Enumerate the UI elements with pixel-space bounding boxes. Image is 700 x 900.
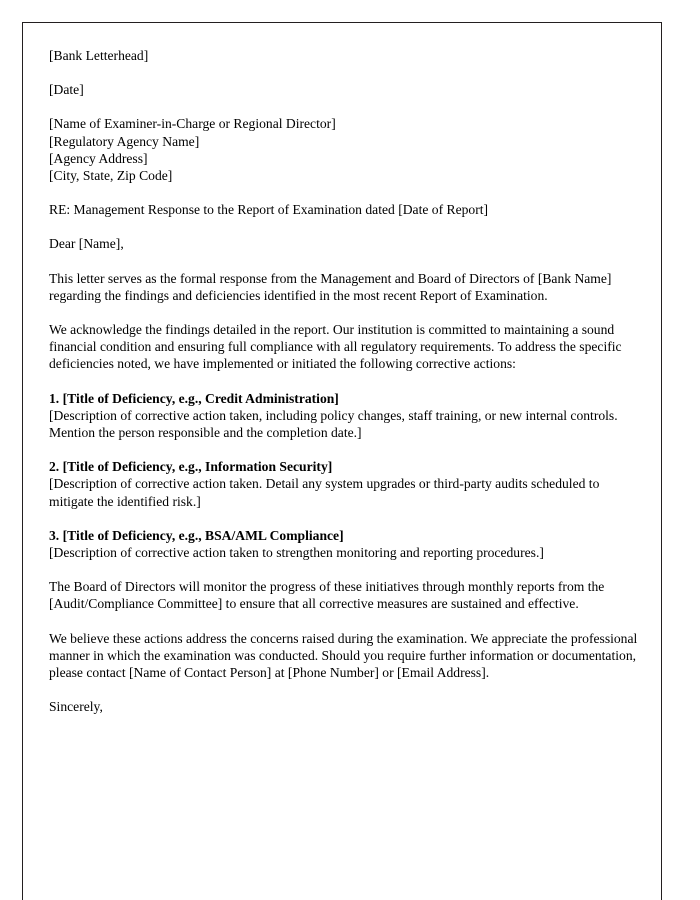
recipient-agency-line: [Regulatory Agency Name] xyxy=(49,133,200,149)
recipient-city-state-zip-line: [City, State, Zip Code] xyxy=(49,168,173,184)
signoff: Sincerely, xyxy=(49,699,103,715)
deficiency-description: [Description of corrective action taken. Detail any system upgrades or third-party audits scheduled to mitigate the identified risk.] xyxy=(49,476,600,509)
bank-letterhead-placeholder: [Bank Letterhead] xyxy=(49,48,149,63)
letter-date-placeholder: [Date] xyxy=(49,82,84,98)
monitoring-paragraph: The Board of Directors will monitor the progress of these initiatives through monthly reports from the [Audit/Compliance Committee] to ensure that all corrective measures are sustained and effective. xyxy=(49,579,605,612)
deficiency-description: [Description of corrective action taken to strengthen monitoring and reporting procedures.] xyxy=(49,545,544,561)
acknowledgement-paragraph: We acknowledge the findings detailed in the report. Our institution is committed to maintaining a sound financial condition and ensuring full compliance with all regulatory requirements. To address the specific deficiencies noted, we have implemented or initiated the following corrective actions: xyxy=(49,322,622,372)
closing-paragraph: We believe these actions address the concerns raised during the examination. We appreciate the professional manner in which the examination was conducted. Should you require further information or documentation, please contact [Name of Contact Person] at [Phone Number] or [Email Address]. xyxy=(49,630,638,681)
deficiency-item xyxy=(49,458,639,510)
recipient-address-line: [Agency Address] xyxy=(49,150,148,166)
salutation: Dear [Name], xyxy=(49,236,124,252)
subject-line: RE: Management Response to the Report of Examination dated [Date of Report] xyxy=(49,202,489,218)
deficiency-title: 2. [Title of Deficiency, e.g., Information Security] xyxy=(49,459,333,475)
document-page xyxy=(22,22,662,900)
deficiency-title: 3. [Title of Deficiency, e.g., BSA/AML Compliance] xyxy=(49,527,344,543)
deficiency-title: 1. [Title of Deficiency, e.g., Credit Administration] xyxy=(49,390,339,406)
intro-paragraph: This letter serves as the formal response from the Management and Board of Directors of [Bank Name] regarding the findings and deficiencies identified in the most recent Report of Examination. xyxy=(49,270,612,303)
deficiency-item xyxy=(49,390,639,442)
letter-content xyxy=(49,47,639,715)
recipient-address-block xyxy=(49,115,639,184)
recipient-name-line: [Name of Examiner-in-Charge or Regional Director] xyxy=(49,116,336,132)
deficiency-item xyxy=(49,527,639,561)
deficiency-description: [Description of corrective action taken, including policy changes, staff training, or new internal controls. Mention the person responsible and the completion date.] xyxy=(49,407,618,441)
